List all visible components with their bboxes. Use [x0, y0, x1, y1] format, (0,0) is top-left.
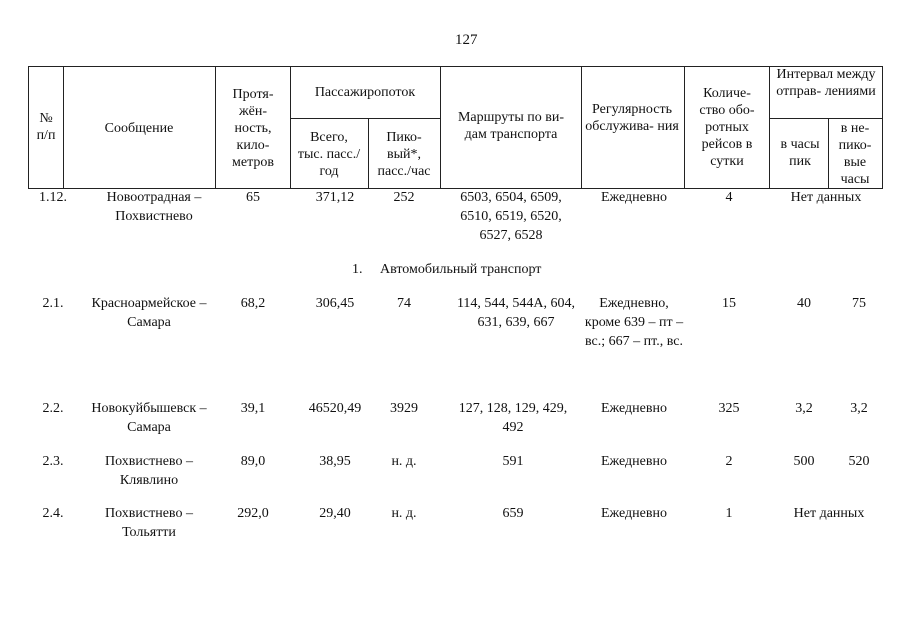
cell-interval-offpeak: 3,2 — [850, 401, 868, 416]
cell-num: 2.4. — [42, 506, 64, 521]
header-length: Протя- жён- ность, кило- метров — [232, 87, 274, 170]
cell-routes: 127, 128, 129, 429, 492 — [458, 401, 568, 435]
header-interval: Интервал между отправ- лениями — [776, 67, 876, 99]
cell-regularity: Ежедневно — [600, 190, 667, 205]
header-num: № п/п — [36, 111, 56, 143]
cell-num: 2.1. — [42, 296, 64, 311]
cell-regularity: Ежедневно — [600, 454, 667, 469]
cell-interval-merged: Нет данных — [790, 190, 862, 205]
cell-num: 2.3. — [42, 454, 64, 469]
header-routes: Маршруты по ви- дам транспорта — [457, 110, 565, 142]
cell-peak: н. д. — [391, 506, 417, 521]
cell-routes: 6503, 6504, 6509, 6510, 6519, 6520, 6527, 6528 — [460, 190, 562, 243]
section-number: 1. — [352, 262, 363, 277]
cell-total: 306,45 — [315, 296, 355, 311]
cell-routes: 659 — [502, 506, 524, 521]
cell-interval-peak: 40 — [797, 296, 811, 311]
cell-regularity: Ежедневно — [600, 506, 667, 521]
cell-connection: Красноармейское – Самара — [91, 296, 207, 330]
cell-connection: Похвистнево – Клявлино — [105, 454, 193, 488]
cell-num: 2.2. — [42, 401, 64, 416]
header-total: Всего, тыс. пасс./год — [297, 130, 361, 179]
cell-interval-peak: 3,2 — [795, 401, 813, 416]
cell-num: 1.12. — [39, 190, 67, 205]
header-interval-offpeak: в не- пико- вые часы — [838, 121, 872, 187]
cell-trips: 1 — [725, 506, 733, 521]
header-passenger-flow: Пассажиропоток — [314, 85, 416, 100]
header-peak: Пико- вый*, пасс./час — [377, 130, 431, 179]
cell-routes: 114, 544, 544А, 604, 631, 639, 667 — [456, 296, 576, 330]
cell-peak: 74 — [397, 296, 411, 311]
section-heading — [352, 262, 541, 278]
cell-connection: Новоотрадная – Похвистнево — [106, 190, 202, 224]
table-header — [28, 66, 883, 189]
cell-peak: н. д. — [391, 454, 417, 469]
cell-interval-offpeak: 520 — [848, 454, 870, 469]
cell-length: 68,2 — [240, 296, 266, 311]
cell-peak: 252 — [393, 190, 415, 205]
cell-peak: 3929 — [390, 401, 418, 416]
cell-length: 292,0 — [237, 506, 269, 521]
cell-total: 29,40 — [319, 506, 351, 521]
cell-trips: 2 — [725, 454, 733, 469]
page-number: 127 — [455, 32, 478, 48]
header-trips: Количе- ство обо- ротных рейсов в сутки — [699, 86, 755, 169]
cell-length: 39,1 — [240, 401, 266, 416]
header-connection: Сообщение — [104, 121, 174, 136]
cell-trips: 15 — [722, 296, 736, 311]
cell-length: 89,0 — [240, 454, 266, 469]
cell-connection: Похвистнево – Тольятти — [105, 506, 193, 540]
cell-total: 46520,49 — [308, 401, 362, 416]
cell-routes: 591 — [502, 454, 524, 469]
header-regularity: Регулярность обслужива- ния — [585, 102, 679, 134]
cell-trips: 4 — [725, 190, 733, 205]
cell-interval-peak: 500 — [793, 454, 815, 469]
cell-total: 38,95 — [319, 454, 351, 469]
cell-connection: Новокуйбышевск – Самара — [91, 401, 207, 435]
cell-regularity: Ежедневно — [600, 401, 667, 416]
cell-interval-merged: Нет данных — [793, 506, 865, 521]
cell-total: 371,12 — [315, 190, 355, 205]
cell-interval-offpeak: 75 — [852, 296, 866, 311]
section-title: Автомобильный транспорт — [380, 262, 542, 277]
cell-length: 65 — [246, 190, 260, 205]
cell-regularity: Ежедневно, кроме 639 – пт – вс.; 667 – пт., вс. — [584, 296, 684, 349]
header-interval-peak: в часы пик — [780, 137, 820, 169]
cell-trips: 325 — [718, 401, 740, 416]
